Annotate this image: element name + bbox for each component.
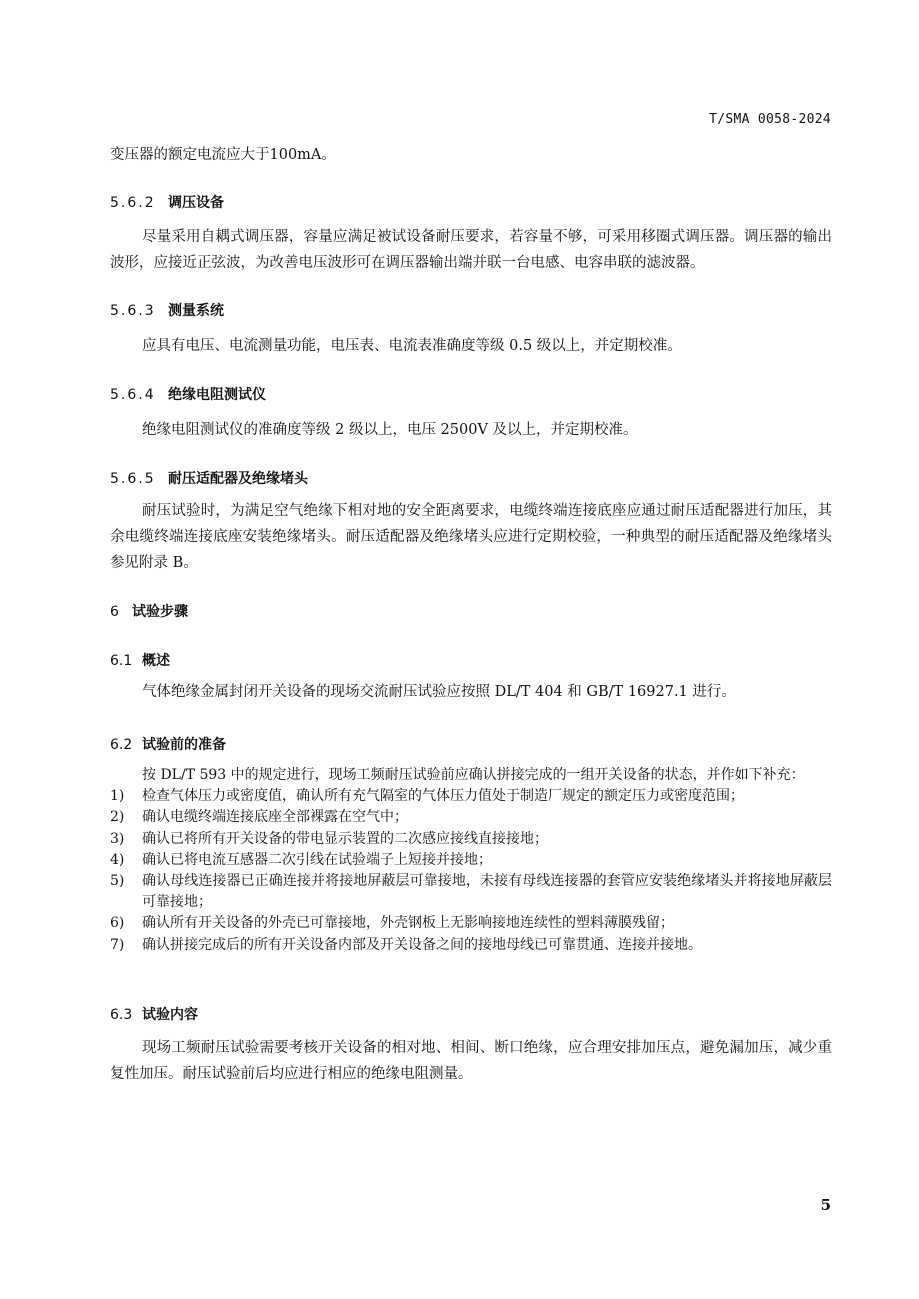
preparation-list — [110, 765, 832, 956]
section-number: 6 — [110, 604, 119, 620]
section-heading-5-6-2 — [110, 192, 224, 212]
section-title: 试验步骤 — [132, 604, 188, 620]
item-text: 检查气体压力或密度值，确认所有充气隔室的气体压力值处于制造厂规定的额定压力或密度范围； — [142, 788, 744, 805]
list-item — [110, 871, 832, 913]
section-number: 6.2 — [110, 737, 133, 753]
section-body-5-6-5: 耐压试验时，为满足空气绝缘下相对地的安全距离要求，电缆终端连接底座应通过耐压适配器进行加压，其余电缆终端连接底座安装绝缘堵头。耐压适配器及绝缘堵头应进行定期校验，一种典型的耐压适配器及绝缘堵头参见附录 B。 — [110, 503, 832, 571]
page-number: 5 — [820, 1196, 831, 1214]
section-number: 5.6.5 — [110, 471, 156, 487]
item-text: 确认所有开关设备的外壳已可靠接地，外壳钢板上无影响接地连续性的塑料薄膜残留； — [142, 915, 674, 932]
section-number: 5.6.2 — [110, 195, 156, 211]
item-text: 确认母线连接器已正确连接并将接地屏蔽层可靠接地，未接有母线连接器的套管应安装绝缘堵头并将接地屏蔽层可靠接地； — [142, 873, 832, 911]
document-id: T/SMA 0058-2024 — [709, 112, 831, 127]
section-body-5-6-2: 尽量采用自耦式调压器，容量应满足被试设备耐压要求，若容量不够，可采用移圈式调压器。调压器的输出波形，应接近正弦波，为改善电压波形可在调压器输出端并联一台电感、电容串联的滤波器。 — [110, 229, 832, 271]
section-heading-6-2 — [110, 734, 226, 754]
section-title: 试验内容 — [142, 1007, 198, 1023]
preparation-lead: 按 DL/T 593 中的规定进行，现场工频耐压试验前应确认拼接完成的一组开关设备的状态，并作如下补充： — [142, 767, 805, 783]
section-body-5-6-4: 绝缘电阻测试仪的准确度等级 2 级以上，电压 2500V 及以上，并定期校准。 — [142, 422, 638, 438]
section-heading-6-3 — [110, 1004, 198, 1024]
list-item — [110, 807, 832, 828]
item-number: 3) — [110, 830, 125, 847]
section-title: 耐压适配器及绝缘堵头 — [168, 471, 308, 487]
list-item — [110, 786, 832, 807]
list-item — [110, 935, 832, 956]
section-title: 调压设备 — [168, 195, 224, 211]
section-heading-6-1 — [110, 650, 170, 670]
section-number: 6.3 — [110, 1007, 133, 1023]
item-number: 4) — [110, 851, 125, 868]
section-number: 5.6.4 — [110, 387, 156, 403]
item-number: 2) — [110, 809, 125, 826]
section-number: 5.6.3 — [110, 303, 156, 319]
section-heading-5-6-5 — [110, 468, 308, 488]
intro-line: 变压器的额定电流应大于100mA。 — [110, 147, 336, 163]
item-number: 1) — [110, 788, 125, 805]
section-number: 6.1 — [110, 653, 133, 669]
section-title: 概述 — [142, 653, 170, 669]
item-number: 6) — [110, 915, 125, 932]
section-body-6-3: 现场工频耐压试验需要考核开关设备的相对地、相间、断口绝缘，应合理安排加压点，避免漏加压，减少重复性加压。耐压试验前后均应进行相应的绝缘电阻测量。 — [110, 1040, 832, 1082]
item-text: 确认已将电流互感器二次引线在试验端子上短接并接地； — [142, 851, 492, 868]
section-heading-5-6-3 — [110, 300, 224, 320]
item-number: 5) — [110, 873, 125, 890]
section-heading-6 — [110, 601, 188, 621]
list-item — [110, 913, 832, 934]
item-text: 确认拼接完成后的所有开关设备内部及开关设备之间的接地母线已可靠贯通、连接并接地。 — [142, 936, 702, 953]
item-number: 7) — [110, 936, 125, 953]
item-text: 确认已将所有开关设备的带电显示装置的二次感应接线直接接地； — [142, 830, 548, 847]
section-body-6-1: 气体绝缘金属封闭开关设备的现场交流耐压试验应按照 DL/T 404 和 GB/T 16927.1 进行。 — [142, 684, 736, 700]
list-item — [110, 850, 832, 871]
section-title: 绝缘电阻测试仪 — [168, 387, 266, 403]
section-title: 测量系统 — [168, 303, 224, 319]
section-title: 试验前的准备 — [142, 737, 226, 753]
list-item — [110, 829, 832, 850]
item-text: 确认电缆终端连接底座全部裸露在空气中； — [142, 809, 408, 826]
section-body-5-6-3: 应具有电压、电流测量功能，电压表、电流表准确度等级 0.5 级以上，并定期校准。 — [142, 338, 682, 354]
section-heading-5-6-4 — [110, 384, 266, 404]
